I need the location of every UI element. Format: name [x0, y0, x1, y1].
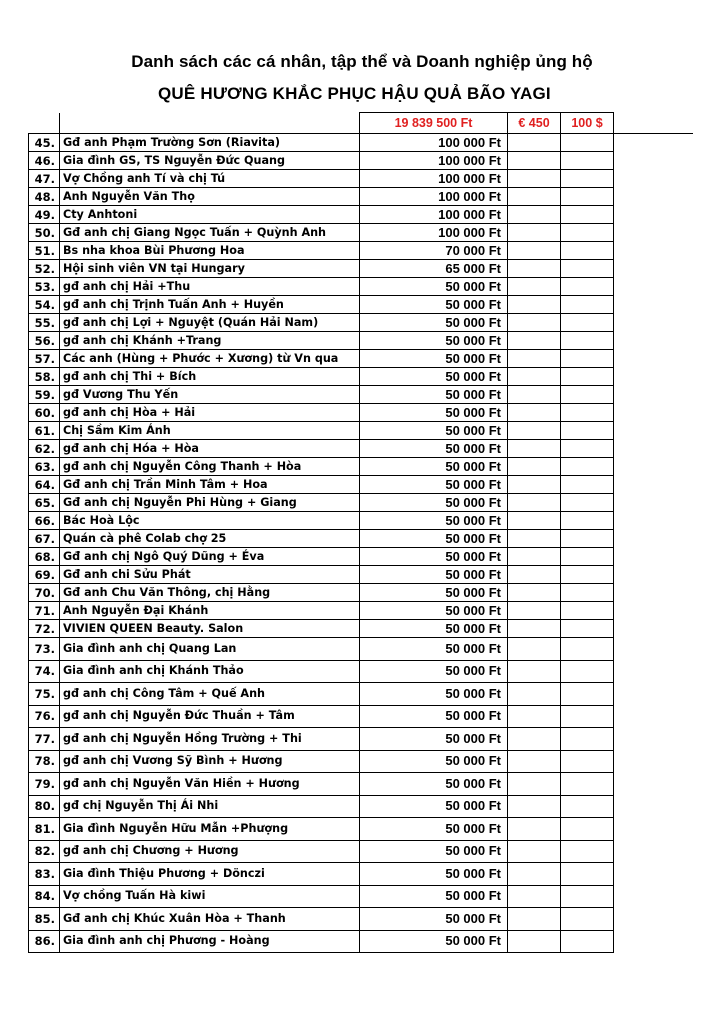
donor-name: gđ anh chị Hòa + Hải: [60, 404, 360, 422]
amount-eur: [508, 440, 561, 458]
row-number: 74.: [29, 660, 60, 683]
donor-name: Gđ anh chi Sửu Phát: [60, 566, 360, 584]
donor-name: Chị Sầm Kim Ánh: [60, 422, 360, 440]
donor-name: Anh Nguyễn Văn Thọ: [60, 188, 360, 206]
amount-ft: 50 000 Ft: [360, 350, 508, 368]
table-row: [29, 224, 693, 242]
table-row: [29, 170, 693, 188]
row-number: 60.: [29, 404, 60, 422]
amount-ft: 50 000 Ft: [360, 476, 508, 494]
total-usd: 100 $: [561, 113, 614, 134]
donor-name: Gia đình Thiệu Phương + Dönczi: [60, 863, 360, 886]
amount-eur: [508, 314, 561, 332]
table-row: [29, 602, 693, 620]
table-row: [29, 584, 693, 602]
amount-usd: [561, 818, 614, 841]
amount-ft: 50 000 Ft: [360, 512, 508, 530]
amount-ft: 50 000 Ft: [360, 818, 508, 841]
table-row: [29, 332, 693, 350]
amount-usd: [561, 566, 614, 584]
table-row: [29, 188, 693, 206]
row-number: 83.: [29, 863, 60, 886]
amount-eur: [508, 602, 561, 620]
row-number: 54.: [29, 296, 60, 314]
amount-usd: [561, 930, 614, 953]
amount-usd: [561, 224, 614, 242]
row-number: 85.: [29, 908, 60, 931]
amount-eur: [508, 908, 561, 931]
row-number: 78.: [29, 750, 60, 773]
row-number: 66.: [29, 512, 60, 530]
row-number: 46.: [29, 152, 60, 170]
amount-ft: 50 000 Ft: [360, 840, 508, 863]
table-row: [29, 885, 693, 908]
row-number: 76.: [29, 705, 60, 728]
amount-ft: 50 000 Ft: [360, 332, 508, 350]
row-number: 70.: [29, 584, 60, 602]
donor-name: gđ anh chị Lợi + Nguyệt (Quán Hải Nam): [60, 314, 360, 332]
donor-name: gđ anh chị Nguyễn Văn Hiền + Hương: [60, 773, 360, 796]
amount-eur: [508, 818, 561, 841]
row-number: 50.: [29, 224, 60, 242]
amount-eur: [508, 422, 561, 440]
amount-usd: [561, 512, 614, 530]
amount-eur: [508, 773, 561, 796]
amount-ft: 100 000 Ft: [360, 206, 508, 224]
table-row: [29, 512, 693, 530]
donor-name: gđ anh chị Chương + Hương: [60, 840, 360, 863]
row-number: 56.: [29, 332, 60, 350]
amount-ft: 50 000 Ft: [360, 750, 508, 773]
row-number: 55.: [29, 314, 60, 332]
table-row: [29, 296, 693, 314]
amount-eur: [508, 170, 561, 188]
donor-name: gđ anh chị Nguyễn Đức Thuần + Tâm: [60, 705, 360, 728]
amount-ft: 50 000 Ft: [360, 386, 508, 404]
table-row: [29, 386, 693, 404]
amount-eur: [508, 242, 561, 260]
amount-usd: [561, 795, 614, 818]
table-row: [29, 818, 693, 841]
totals-blank-cell: [60, 113, 360, 134]
donor-name: gđ anh chị Thi + Bích: [60, 368, 360, 386]
amount-ft: 100 000 Ft: [360, 134, 508, 152]
amount-usd: [561, 206, 614, 224]
row-number: 79.: [29, 773, 60, 796]
table-row: [29, 422, 693, 440]
amount-eur: [508, 224, 561, 242]
amount-ft: 50 000 Ft: [360, 930, 508, 953]
amount-ft: 50 000 Ft: [360, 440, 508, 458]
row-number: 48.: [29, 188, 60, 206]
amount-usd: [561, 705, 614, 728]
amount-eur: [508, 476, 561, 494]
amount-usd: [561, 134, 614, 152]
table-row: [29, 638, 693, 661]
amount-ft: 70 000 Ft: [360, 242, 508, 260]
row-number: 51.: [29, 242, 60, 260]
amount-eur: [508, 795, 561, 818]
table-row: [29, 908, 693, 931]
table-row: [29, 350, 693, 368]
amount-usd: [561, 278, 614, 296]
amount-ft: 50 000 Ft: [360, 404, 508, 422]
table-row: [29, 566, 693, 584]
amount-usd: [561, 476, 614, 494]
donor-table-body: [29, 113, 693, 953]
amount-usd: [561, 728, 614, 751]
amount-ft: 50 000 Ft: [360, 908, 508, 931]
table-row: [29, 206, 693, 224]
donor-name: Gđ anh Chu Văn Thông, chị Hằng: [60, 584, 360, 602]
amount-ft: 50 000 Ft: [360, 705, 508, 728]
amount-eur: [508, 638, 561, 661]
donor-name: Hội sinh viên VN tại Hungary: [60, 260, 360, 278]
amount-eur: [508, 296, 561, 314]
amount-eur: [508, 863, 561, 886]
row-number: 63.: [29, 458, 60, 476]
table-row: [29, 530, 693, 548]
amount-usd: [561, 368, 614, 386]
amount-ft: 100 000 Ft: [360, 224, 508, 242]
amount-usd: [561, 494, 614, 512]
amount-usd: [561, 840, 614, 863]
page-subtitle: QUÊ HƯƠNG KHẮC PHỤC HẬU QUẢ BÃO YAGI: [158, 84, 551, 103]
amount-usd: [561, 260, 614, 278]
totals-row: [29, 113, 693, 134]
table-row: [29, 863, 693, 886]
page-title: Danh sách các cá nhân, tập thể và Doanh nghiệp ủng hộ: [131, 52, 593, 71]
donor-name: gđ anh chị Hải +Thu: [60, 278, 360, 296]
amount-usd: [561, 773, 614, 796]
amount-eur: [508, 530, 561, 548]
row-number: 47.: [29, 170, 60, 188]
amount-ft: 50 000 Ft: [360, 728, 508, 751]
row-number: 65.: [29, 494, 60, 512]
amount-usd: [561, 458, 614, 476]
donor-name: Gia đình anh chị Phương - Hoàng: [60, 930, 360, 953]
donor-name: Quán cà phê Colab chợ 25: [60, 530, 360, 548]
amount-eur: [508, 332, 561, 350]
amount-usd: [561, 332, 614, 350]
amount-usd: [561, 660, 614, 683]
amount-eur: [508, 386, 561, 404]
amount-usd: [561, 242, 614, 260]
row-number: 73.: [29, 638, 60, 661]
donor-name: Gđ anh chị Giang Ngọc Tuấn + Quỳnh Anh: [60, 224, 360, 242]
row-number: 57.: [29, 350, 60, 368]
amount-ft: 50 000 Ft: [360, 773, 508, 796]
table-row: [29, 548, 693, 566]
table-row: [29, 440, 693, 458]
amount-eur: [508, 840, 561, 863]
amount-ft: 50 000 Ft: [360, 548, 508, 566]
table-row: [29, 494, 693, 512]
row-number: 72.: [29, 620, 60, 638]
amount-usd: [561, 683, 614, 706]
amount-ft: 50 000 Ft: [360, 863, 508, 886]
donor-table: [28, 112, 693, 953]
amount-usd: [561, 602, 614, 620]
amount-usd: [561, 548, 614, 566]
amount-ft: 50 000 Ft: [360, 566, 508, 584]
amount-eur: [508, 368, 561, 386]
donor-name: gđ chị Nguyễn Thị Ái Nhi: [60, 795, 360, 818]
table-row: [29, 476, 693, 494]
row-number: 75.: [29, 683, 60, 706]
table-row: [29, 368, 693, 386]
table-row: [29, 134, 693, 152]
row-number: 69.: [29, 566, 60, 584]
total-ft: 19 839 500 Ft: [360, 113, 508, 134]
total-eur: € 450: [508, 113, 561, 134]
table-row: [29, 314, 693, 332]
amount-usd: [561, 638, 614, 661]
donor-name: Gđ anh Phạm Trường Sơn (Riavita): [60, 134, 360, 152]
donor-name: Vợ chồng Tuấn Hà kiwi: [60, 885, 360, 908]
amount-ft: 100 000 Ft: [360, 170, 508, 188]
donor-name: gđ anh chị Hóa + Hòa: [60, 440, 360, 458]
donor-name: Gđ anh chị Ngô Quý Dũng + Éva: [60, 548, 360, 566]
amount-usd: [561, 863, 614, 886]
amount-ft: 50 000 Ft: [360, 530, 508, 548]
amount-ft: 50 000 Ft: [360, 314, 508, 332]
row-number: 68.: [29, 548, 60, 566]
amount-eur: [508, 512, 561, 530]
table-row: [29, 773, 693, 796]
table-row: [29, 260, 693, 278]
amount-eur: [508, 134, 561, 152]
amount-usd: [561, 188, 614, 206]
row-number: 84.: [29, 885, 60, 908]
amount-eur: [508, 494, 561, 512]
amount-ft: 65 000 Ft: [360, 260, 508, 278]
row-number: 82.: [29, 840, 60, 863]
amount-eur: [508, 930, 561, 953]
amount-usd: [561, 296, 614, 314]
amount-eur: [508, 683, 561, 706]
table-row: [29, 750, 693, 773]
row-number: 58.: [29, 368, 60, 386]
amount-ft: 100 000 Ft: [360, 152, 508, 170]
row-number: 45.: [29, 134, 60, 152]
amount-usd: [561, 584, 614, 602]
amount-usd: [561, 350, 614, 368]
amount-ft: 50 000 Ft: [360, 683, 508, 706]
amount-ft: 50 000 Ft: [360, 638, 508, 661]
row-number: 86.: [29, 930, 60, 953]
row-number: 80.: [29, 795, 60, 818]
amount-usd: [561, 152, 614, 170]
amount-eur: [508, 620, 561, 638]
amount-ft: 50 000 Ft: [360, 795, 508, 818]
donor-name: gđ anh chị Vương Sỹ Bình + Hương: [60, 750, 360, 773]
table-row: [29, 728, 693, 751]
donor-name: Các anh (Hùng + Phước + Xương) từ Vn qua: [60, 350, 360, 368]
donor-name: Gia đình Nguyễn Hữu Mẫn +Phượng: [60, 818, 360, 841]
table-row: [29, 705, 693, 728]
donor-name: gđ anh chị Công Tâm + Quế Anh: [60, 683, 360, 706]
table-row: [29, 278, 693, 296]
donor-name: Gđ anh chị Khúc Xuân Hòa + Thanh: [60, 908, 360, 931]
amount-usd: [561, 440, 614, 458]
table-row: [29, 404, 693, 422]
row-number: 77.: [29, 728, 60, 751]
amount-ft: 50 000 Ft: [360, 660, 508, 683]
amount-eur: [508, 458, 561, 476]
amount-ft: 50 000 Ft: [360, 422, 508, 440]
totals-blank-cell: [29, 113, 60, 134]
donor-name: Vợ Chồng anh Tí và chị Tú: [60, 170, 360, 188]
amount-usd: [561, 314, 614, 332]
row-number: 52.: [29, 260, 60, 278]
row-number: 62.: [29, 440, 60, 458]
table-row: [29, 840, 693, 863]
donor-name: Gia đình anh chị Khánh Thảo: [60, 660, 360, 683]
amount-eur: [508, 584, 561, 602]
donor-name: VIVIEN QUEEN Beauty. Salon: [60, 620, 360, 638]
table-row: [29, 152, 693, 170]
donor-name: Bác Hoà Lộc: [60, 512, 360, 530]
amount-usd: [561, 386, 614, 404]
amount-ft: 50 000 Ft: [360, 278, 508, 296]
amount-ft: 50 000 Ft: [360, 296, 508, 314]
donor-name: Gia đình GS, TS Nguyễn Đức Quang: [60, 152, 360, 170]
donor-name: Gđ anh chị Nguyễn Phi Hùng + Giang: [60, 494, 360, 512]
row-number: 81.: [29, 818, 60, 841]
table-row: [29, 620, 693, 638]
amount-ft: 50 000 Ft: [360, 368, 508, 386]
donor-name: gđ anh chị Nguyễn Hồng Trường + Thi: [60, 728, 360, 751]
amount-eur: [508, 350, 561, 368]
amount-usd: [561, 170, 614, 188]
donor-name: Anh Nguyễn Đại Khánh: [60, 602, 360, 620]
row-number: 64.: [29, 476, 60, 494]
amount-ft: 50 000 Ft: [360, 620, 508, 638]
table-row: [29, 930, 693, 953]
row-number: 53.: [29, 278, 60, 296]
amount-eur: [508, 750, 561, 773]
totals-blank-cell: [614, 113, 693, 134]
amount-eur: [508, 566, 561, 584]
row-number: 49.: [29, 206, 60, 224]
amount-eur: [508, 885, 561, 908]
table-row: [29, 795, 693, 818]
amount-eur: [508, 705, 561, 728]
amount-usd: [561, 885, 614, 908]
row-number: 71.: [29, 602, 60, 620]
table-row: [29, 660, 693, 683]
donor-name: Gđ anh chị Trần Minh Tâm + Hoa: [60, 476, 360, 494]
donor-name: gđ anh chị Trịnh Tuấn Anh + Huyền: [60, 296, 360, 314]
row-number: 67.: [29, 530, 60, 548]
amount-ft: 50 000 Ft: [360, 602, 508, 620]
amount-ft: 100 000 Ft: [360, 188, 508, 206]
row-number: 61.: [29, 422, 60, 440]
amount-eur: [508, 206, 561, 224]
amount-eur: [508, 404, 561, 422]
amount-eur: [508, 152, 561, 170]
amount-eur: [508, 260, 561, 278]
amount-usd: [561, 422, 614, 440]
amount-eur: [508, 548, 561, 566]
table-row: [29, 458, 693, 476]
donor-name: gđ anh chị Khánh +Trang: [60, 332, 360, 350]
donor-name: gđ Vương Thu Yến: [60, 386, 360, 404]
amount-ft: 50 000 Ft: [360, 458, 508, 476]
amount-ft: 50 000 Ft: [360, 885, 508, 908]
table-row: [29, 242, 693, 260]
amount-usd: [561, 530, 614, 548]
donor-name: Bs nha khoa Bùi Phương Hoa: [60, 242, 360, 260]
amount-eur: [508, 660, 561, 683]
donor-name: gđ anh chị Nguyễn Công Thanh + Hòa: [60, 458, 360, 476]
amount-ft: 50 000 Ft: [360, 584, 508, 602]
amount-usd: [561, 620, 614, 638]
amount-usd: [561, 750, 614, 773]
donor-name: Gia đình anh chị Quang Lan: [60, 638, 360, 661]
amount-usd: [561, 908, 614, 931]
row-number: 59.: [29, 386, 60, 404]
amount-eur: [508, 278, 561, 296]
amount-usd: [561, 404, 614, 422]
amount-ft: 50 000 Ft: [360, 494, 508, 512]
amount-eur: [508, 188, 561, 206]
table-row: [29, 683, 693, 706]
donor-name: Cty Anhtoni: [60, 206, 360, 224]
amount-eur: [508, 728, 561, 751]
